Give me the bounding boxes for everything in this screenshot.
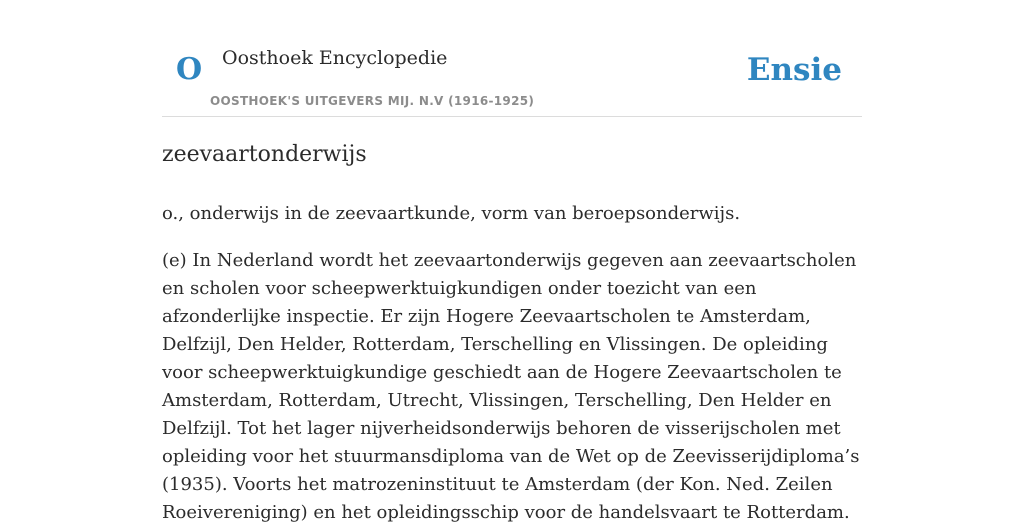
publisher-subtitle: OOSTHOEK'S UITGEVERS MIJ. N.V (1916-1925) (210, 94, 535, 108)
entry-definition: o., onderwijs in de zeevaartkunde, vorm van beroepsonderwijs. (162, 203, 741, 224)
entry-content (162, 138, 867, 527)
ensie-brand-link[interactable]: Ensie (746, 52, 842, 88)
entry-title: zeevaartonderwijs (162, 142, 367, 167)
entry-body: (e) In Nederland wordt het zeevaartonderwijs gegeven aan zeevaartscholen en scholen voor scheepwerktuigkundigen onder toezicht van een afzonderlijke inspectie. Er zijn Hogere Zeevaartscholen te Amsterdam, Delfzijl, Den Helder, Rotterdam, Terschelling en Vlissingen. De opleiding voor scheepwerktuigkundige geschiedt aan de Hogere Zeevaartscholen te Amsterdam, Rotterdam, Utrecht, Vlissingen, Terschelling, Den Helder en Delfzijl. Tot het lager nijverheidsonderwijs behoren de visserijscholen met opleiding voor het stuurmansdiploma van de Wet op de Zeevisserijdiploma’s (1935). Voorts het matrozeninstituut te Amsterdam (der Kon. Ned. Zeilen Roeivereniging) en het opleidingsschip voor de handelsvaart te Rotterdam. (162, 250, 860, 523)
site-header (162, 0, 862, 117)
encyclopedia-logo[interactable]: O (176, 52, 203, 87)
site-title[interactable]: Oosthoek Encyclopedie (222, 47, 448, 69)
